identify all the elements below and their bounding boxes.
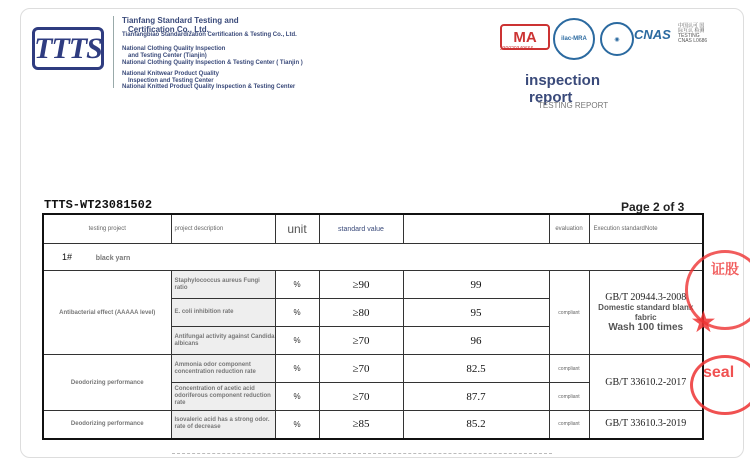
- project-description: Concentration of acetic acid odoriferous component reduction rate: [171, 383, 275, 411]
- sample-name: black yarn: [95, 255, 131, 262]
- result-cell: 96: [403, 327, 549, 355]
- execution-standard-cell: GB/T 33610.2-2017: [589, 355, 703, 411]
- unit-cell: %: [275, 299, 319, 327]
- project-description: Staphylococcus aureus Fungi ratio: [171, 271, 275, 299]
- results-table: [42, 213, 704, 440]
- result-cell: 82.5: [403, 355, 549, 383]
- header-evaluation: evaluation: [549, 214, 589, 244]
- execution-note-2: Wash 100 times: [608, 321, 684, 333]
- testing-project-antibacterial: Antibacterial effect (AAAAA level): [43, 271, 171, 355]
- standard-value-cell: ≥80: [319, 299, 403, 327]
- report-title-line3: TESTING REPORT: [538, 101, 609, 110]
- table-row: [43, 411, 703, 439]
- star-icon: ★: [690, 306, 717, 339]
- result-cell: 99: [403, 271, 549, 299]
- standard-value-cell: ≥70: [319, 383, 403, 411]
- org-name-line4: National Clothing Quality Inspection: [122, 46, 226, 52]
- standard-value-cell: ≥70: [319, 355, 403, 383]
- sample-row: [43, 244, 703, 271]
- result-cell: 87.7: [403, 383, 549, 411]
- evaluation-cell: compliant: [549, 271, 589, 355]
- org-name-line2: Certification Co., Ltd.: [128, 25, 209, 34]
- execution-standard-code: GB/T 20944.3-2008: [605, 291, 687, 303]
- org-name-line7: National Knitwear Product Quality: [122, 71, 220, 77]
- cnas-subtitle: 中国认可 国际互认 检测 TESTING CNAS L0686: [678, 23, 708, 44]
- footer-divider: [172, 453, 552, 454]
- project-description: E. coli inhibition rate: [171, 299, 275, 327]
- execution-standard-cell: GB/T 33610.3-2019: [589, 411, 703, 439]
- cma-number: 230020349666: [500, 46, 534, 52]
- header-unit: unit: [275, 214, 319, 244]
- page-indicator: Page 2 of 3: [621, 200, 685, 214]
- red-seal-top: 证股: [685, 250, 750, 330]
- ttts-logo: TTTS: [32, 27, 104, 70]
- ilac-mra-mark: ilac-MRA: [553, 18, 595, 60]
- project-description: Antifungal activity against Candida albicans: [171, 327, 275, 355]
- execution-note-1: Domestic standard blank fabric: [598, 302, 694, 322]
- cnas-globe-icon: ◉: [600, 22, 634, 56]
- header-execution-standard: Execution standardNote: [589, 214, 703, 244]
- unit-cell: %: [275, 383, 319, 411]
- report-number: TTTS-WT23081502: [44, 198, 153, 212]
- header-project-description: project description: [171, 214, 275, 244]
- testing-project-deodorizing: Deodorizing performance: [43, 355, 171, 411]
- cnas-mark: CNAS: [634, 27, 671, 42]
- sample-id: 1#: [62, 252, 73, 262]
- testing-project-deodorizing: Deodorizing performance: [43, 411, 171, 439]
- org-name-line1: Tianfang Standard Testing and: [122, 16, 239, 25]
- red-seal-bottom: seal: [690, 355, 750, 415]
- standard-value-cell: ≥70: [319, 327, 403, 355]
- org-name-line3: Tianfangbiao Standardization Certification & Testing Co., Ltd.: [122, 32, 297, 38]
- table-row: [43, 271, 703, 299]
- report-title-line1: inspection: [525, 72, 601, 89]
- header-result: [403, 214, 549, 244]
- evaluation-cell: compliant: [549, 355, 589, 383]
- unit-cell: %: [275, 355, 319, 383]
- unit-cell: %: [275, 327, 319, 355]
- report-title-line2: report: [529, 89, 573, 106]
- cma-mark: MA: [500, 24, 550, 50]
- header-testing-project: testing project: [43, 214, 171, 244]
- evaluation-cell: compliant: [549, 383, 589, 411]
- evaluation-cell: compliant: [549, 411, 589, 439]
- org-name-line5: and Testing Center (Tianjin): [128, 53, 207, 59]
- org-name-line8: Inspection and Testing Center: [128, 78, 214, 84]
- unit-cell: %: [275, 411, 319, 439]
- table-header-row: [43, 214, 703, 244]
- result-cell: 95: [403, 299, 549, 327]
- table-row: [43, 355, 703, 383]
- org-name-line6: National Clothing Quality Inspection & Testing Center ( Tianjin ): [122, 60, 303, 66]
- standard-value-cell: ≥85: [319, 411, 403, 439]
- result-cell: 85.2: [403, 411, 549, 439]
- org-name-line9: National Knitted Product Quality Inspection & Testing Center: [122, 84, 296, 90]
- project-description: Ammonia odor component concentration reduction rate: [171, 355, 275, 383]
- header-standard-value: standard value: [319, 214, 403, 244]
- unit-cell: %: [275, 271, 319, 299]
- header-divider: [113, 16, 114, 88]
- standard-value-cell: ≥90: [319, 271, 403, 299]
- project-description: Isovaleric acid has a strong odor. rate of decrease: [171, 411, 275, 439]
